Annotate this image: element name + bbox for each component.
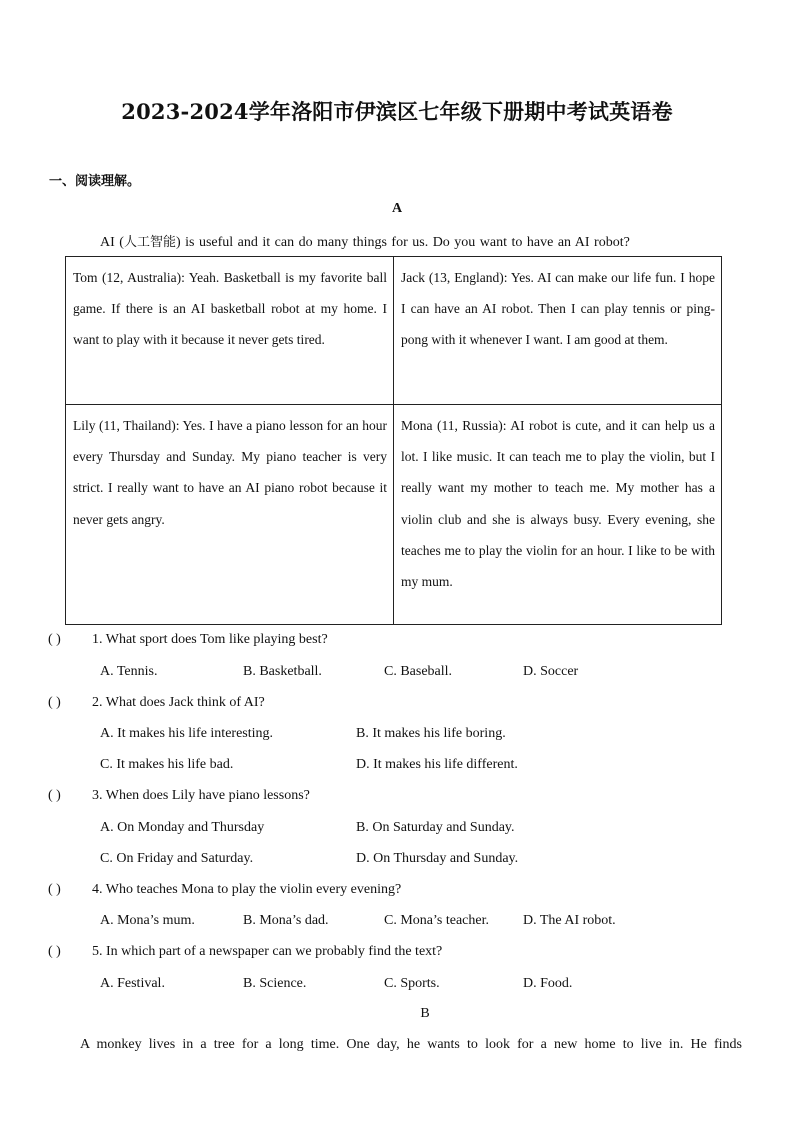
q1-option-d: D. Soccer xyxy=(523,664,579,679)
intro-text-cjk: 人工智能 xyxy=(123,235,176,250)
q3-option-d: D. On Thursday and Sunday. xyxy=(356,851,519,866)
passage-a-intro xyxy=(100,231,630,251)
q3-option-b: B. On Saturday and Sunday. xyxy=(356,820,515,835)
page-title: 2023-2024学年洛阳市伊滨区七年级下册期中考试英语卷 xyxy=(121,99,673,124)
opinion-cell-mona: Mona (11, Russia): AI robot is cute, and it can help us a lot. I like music. It can teach me to play the violin, but I really want my mother to teach me. My mother has a violin club and she is always busy. Every evening, she teaches me to play the violin for an hour. I like to be with my mum. xyxy=(394,405,722,625)
passage-b-label: B xyxy=(420,1006,430,1021)
q5-option-b: B. Science. xyxy=(243,976,307,991)
table-row xyxy=(66,405,722,625)
q5-option-d: D. Food. xyxy=(523,976,573,991)
q1-option-a: A. Tennis. xyxy=(100,664,158,679)
question-4-text: 4. Who teaches Mona to play the violin every evening? xyxy=(92,882,402,897)
answer-blank-3[interactable]: ( ) xyxy=(48,788,61,803)
q2-option-a: A. It makes his life interesting. xyxy=(100,726,274,741)
question-1 xyxy=(48,632,328,648)
q5-option-c: C. Sports. xyxy=(384,976,440,991)
q1-option-b: B. Basketball. xyxy=(243,664,322,679)
q2-option-b: B. It makes his life boring. xyxy=(356,726,506,741)
q2-option-d: D. It makes his life different. xyxy=(356,757,518,772)
intro-text-post: ) is useful and it can do many things for us. Do you want to have an AI robot? xyxy=(175,235,630,250)
q3-option-a: A. On Monday and Thursday xyxy=(100,820,265,835)
intro-text-pre: AI ( xyxy=(100,235,124,250)
opinion-cell-lily: Lily (11, Thailand): Yes. I have a piano lesson for an hour every Thursday and Sunday. My piano teacher is very strict. I really want to have an AI piano robot because it never gets angry. xyxy=(66,405,394,625)
table-row xyxy=(66,257,722,405)
q3-option-c: C. On Friday and Saturday. xyxy=(100,851,254,866)
answer-blank-2[interactable]: ( ) xyxy=(48,695,61,710)
passage-b-text: A monkey lives in a tree for a long time. One day, he wants to look for a new home to live in. He finds xyxy=(80,1037,742,1052)
question-3 xyxy=(48,788,310,804)
passage-a-label: A xyxy=(391,201,403,216)
q4-option-d: D. The AI robot. xyxy=(523,913,616,928)
question-1-text: 1. What sport does Tom like playing best? xyxy=(92,632,328,647)
opinion-cell-jack: Jack (13, England): Yes. AI can make our life fun. I hope I can have an AI robot. Then I can play tennis or ping-pong with it whenever I want. I am good at them. xyxy=(394,257,722,405)
q4-option-c: C. Mona’s teacher. xyxy=(384,913,489,928)
q4-option-b: B. Mona’s dad. xyxy=(243,913,329,928)
q1-option-c: C. Baseball. xyxy=(384,664,453,679)
question-2 xyxy=(48,695,265,711)
question-2-text: 2. What does Jack think of AI? xyxy=(92,695,265,710)
answer-blank-5[interactable]: ( ) xyxy=(48,944,61,959)
question-5-text: 5. In which part of a newspaper can we probably find the text? xyxy=(92,944,443,959)
question-5 xyxy=(48,944,442,960)
opinion-cell-tom: Tom (12, Australia): Yeah. Basketball is my favorite ball game. If there is an AI basketball robot at my home. I want to play with it because it never gets tired. xyxy=(66,257,394,405)
question-3-text: 3. When does Lily have piano lessons? xyxy=(92,788,310,803)
opinions-table xyxy=(65,256,722,625)
q2-option-c: C. It makes his life bad. xyxy=(100,757,234,772)
q4-option-a: A. Mona’s mum. xyxy=(100,913,195,928)
question-4 xyxy=(48,882,401,898)
answer-blank-4[interactable]: ( ) xyxy=(48,882,61,897)
q5-option-a: A. Festival. xyxy=(100,976,165,991)
section-heading: 一、阅读理解。 xyxy=(49,174,141,189)
answer-blank-1[interactable]: ( ) xyxy=(48,632,61,647)
